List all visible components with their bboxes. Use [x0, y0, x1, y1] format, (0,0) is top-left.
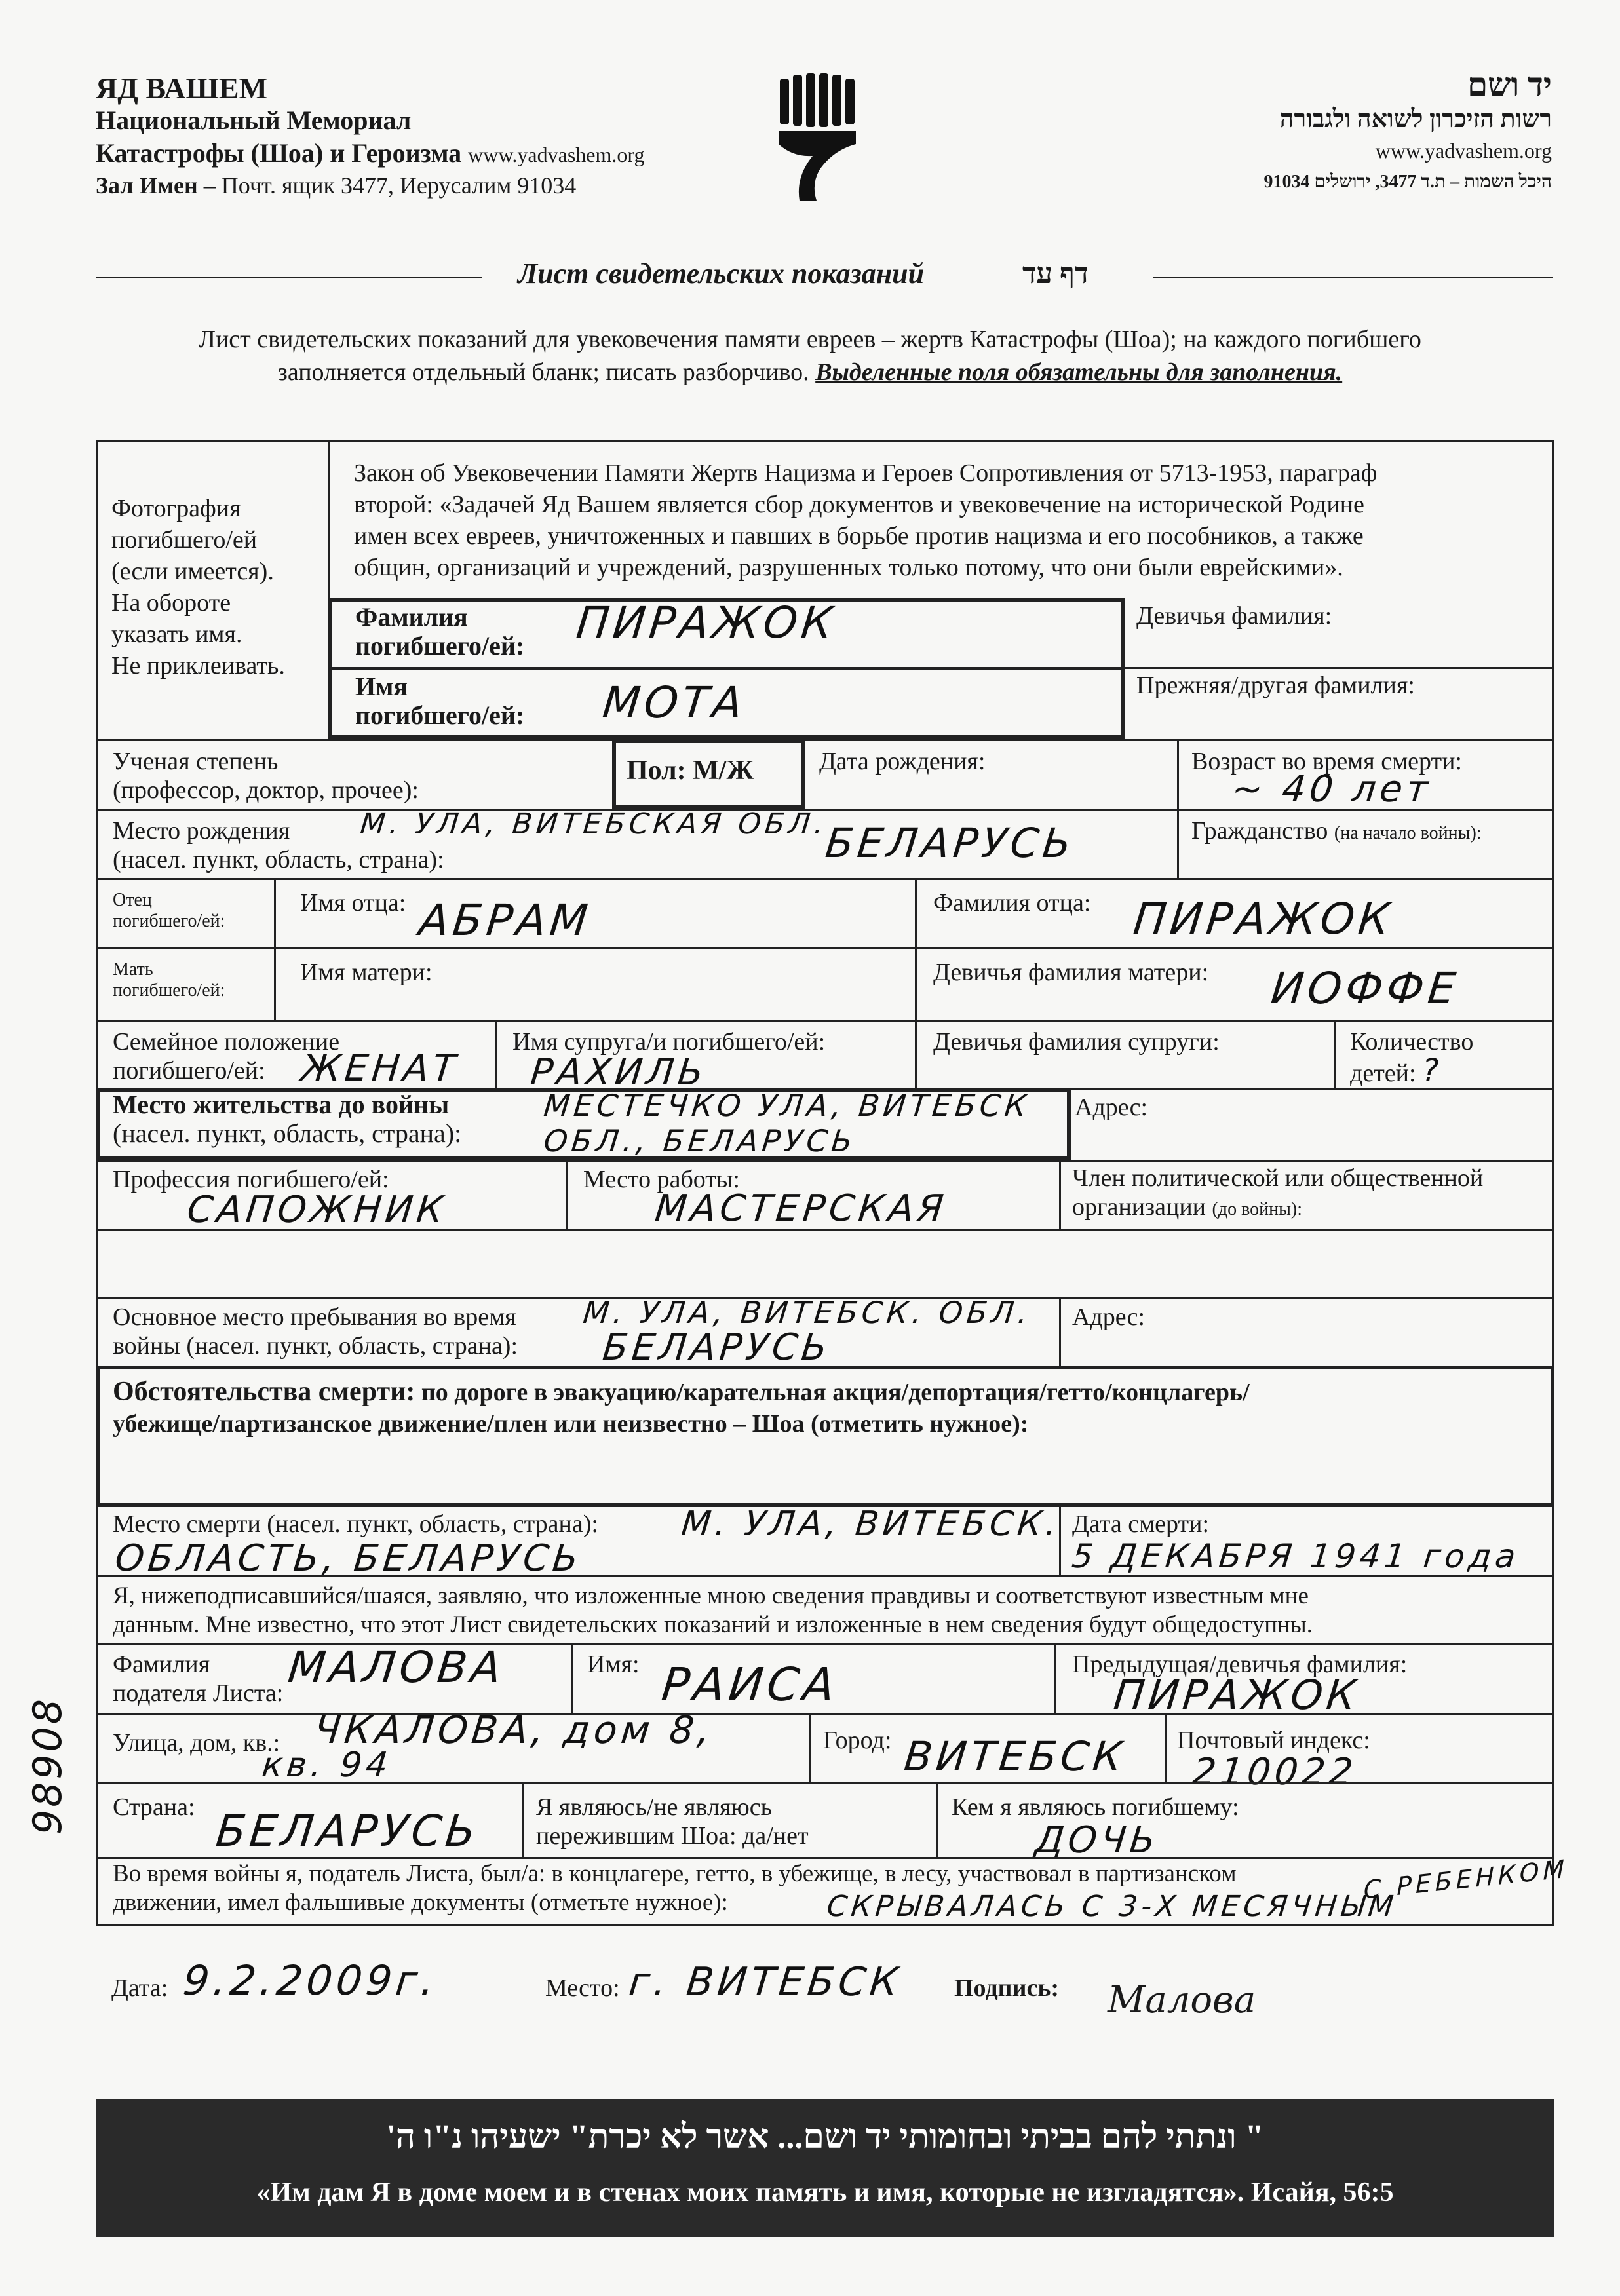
victim-surname[interactable]: ПИРАЖОК [573, 598, 839, 648]
he-title: יד ושם [1467, 66, 1552, 103]
children-label [1350, 1027, 1473, 1088]
photo-l3: (если имеется). [111, 558, 274, 585]
survivor-field[interactable] [536, 1793, 809, 1850]
birthplace-label2: (насел. пункт, область, страна): [113, 846, 444, 873]
submitter-prev-label: Предыдущая/девичья фамилия: [1072, 1651, 1408, 1678]
workplace-label: Место работы: [583, 1166, 740, 1193]
victim-surname-label2: погибшего/ей: [355, 631, 525, 660]
intro2-bold: Выделенные поля обязательны для заполнения. [815, 358, 1343, 386]
work-divider-1 [566, 1160, 568, 1229]
victim-name-split [328, 667, 1125, 670]
spouse-name[interactable]: РАХИЛЬ [528, 1051, 710, 1094]
victim-name[interactable]: МОТА [600, 678, 749, 728]
membership-label2: организации [1072, 1193, 1206, 1221]
profession-value[interactable]: САПОЖНИК [185, 1189, 450, 1231]
submitter-prev[interactable]: ПИРАЖОК [1111, 1671, 1362, 1719]
submitter-surname-label [113, 1650, 283, 1708]
citizenship-label: Гражданство [1191, 817, 1328, 845]
quote-hebrew: " ונתתי להם בביתי ובחומותי יד ושם... אשר לא יכרת" ישעיהו נ"ו ה' [386, 2118, 1264, 2156]
quote-russian: «Им дам Я в доме моем и в стенах моих память и имя, которые не изгладятся». Исайя, 56:5 [256, 2177, 1394, 2208]
residence-label1: Место жительства до войны [113, 1090, 450, 1119]
sub-divider-6 [936, 1782, 938, 1857]
wartime-value1[interactable]: М. УЛА, ВИТЕБСК. ОБЛ. [581, 1295, 1033, 1330]
survivor-label2: пережившим Шоа: да/нет [536, 1822, 809, 1850]
marital-label1: Семейное положение [113, 1028, 340, 1056]
ru-line3-text: Катастрофы (Шоа) и Героизма [96, 138, 462, 168]
intro-line1: Лист свидетельских показаний для увековечения памяти евреев – жертв Катастрофы (Шоа); на каждого погибшего [199, 326, 1421, 353]
birth-date-field[interactable]: Дата рождения: [819, 748, 986, 775]
prev-name-field[interactable]: Прежняя/другая фамилия: [1136, 672, 1415, 699]
relation-label: Кем я являюсь погибшему: [952, 1793, 1239, 1821]
date-value[interactable]: 9.2.2009г. [181, 1957, 441, 2004]
family-divider-1 [495, 1020, 497, 1088]
father-side-label [113, 890, 225, 932]
he-line4: היכל השמות – ת.ד 3477, ירושלים 91034 [1263, 172, 1552, 192]
ru-line4-bold: Зал Имен [96, 172, 198, 199]
law-text [354, 457, 1377, 583]
place-value[interactable]: г. ВИТЕБСК [627, 1959, 904, 2005]
quote-banner [96, 2099, 1554, 2237]
row-line-6 [96, 1160, 1554, 1162]
citizenship-field[interactable] [1191, 816, 1482, 845]
maiden-name-field[interactable]: Девичья фамилия: [1136, 602, 1332, 630]
children-label2: детей: [1350, 1060, 1416, 1087]
submitter-wartime-value2[interactable]: СКРЫВАЛАСЬ С 3-Х МЕСЯЧНЫМ [825, 1890, 1399, 1923]
death-divider [1059, 1507, 1061, 1575]
family-divider-2 [915, 1020, 917, 1088]
death-place-value2[interactable]: ОБЛАСТЬ, БЕЛАРУСЬ [113, 1537, 585, 1580]
ru-site[interactable]: www.yadvashem.org [468, 143, 645, 166]
street-label: Улица, дом, кв.: [113, 1729, 280, 1757]
row-line-11 [96, 1713, 1554, 1715]
marital-status[interactable]: ЖЕНАТ [299, 1047, 461, 1090]
zip-value[interactable]: 210022 [1190, 1751, 1359, 1793]
mother-side-label [113, 959, 225, 1001]
declaration [113, 1582, 1313, 1639]
residence-value1[interactable]: МЕСТЕЧКО УЛА, ВИТЕБСК [542, 1088, 1032, 1123]
ru-line2: Национальный Мемориал [96, 105, 412, 135]
age-label: Возраст во время смерти: [1191, 748, 1462, 775]
ru-line4-rest: – Почт. ящик 3477, Иерусалим 91034 [197, 172, 577, 199]
country-value[interactable]: БЕЛАРУСЬ [213, 1806, 482, 1856]
sub-divider-3 [809, 1713, 811, 1782]
membership-note: (до войны): [1212, 1199, 1302, 1219]
mother-name-field[interactable]: Имя матери: [300, 959, 433, 986]
wartime-address-field[interactable]: Адрес: [1072, 1303, 1146, 1331]
photo-l1: Фотография [111, 495, 241, 522]
he-site[interactable]: www.yadvashem.org [1375, 139, 1552, 163]
father-surname-label: Фамилия отца: [933, 889, 1091, 917]
submitter-surname-label2: подателя Листа: [113, 1679, 284, 1707]
victim-surname-label1: Фамилия [355, 602, 468, 632]
submitter-wartime-label2: движении, имел фальшивые документы (отметьте нужное): [113, 1889, 728, 1916]
wartime-label1: Основное место пребывания во время [113, 1303, 516, 1331]
wartime-value2[interactable]: БЕЛАРУСЬ [600, 1326, 834, 1369]
sub-divider-2 [1054, 1643, 1056, 1713]
title-rule-left [96, 277, 482, 278]
intro2-text: заполняется отдельный бланк; писать разборчиво. [277, 358, 816, 386]
country-label: Страна: [113, 1793, 195, 1821]
ru-title: ЯД ВАШЕМ [96, 71, 267, 105]
sub-divider-5 [522, 1782, 524, 1857]
marital-label2: погибшего/ей: [113, 1057, 265, 1084]
death-circ-opts2: убежище/партизанское движение/плен или неизвестно – Шоа (отметить нужное): [113, 1410, 1029, 1438]
father-name-label: Имя отца: [300, 889, 406, 917]
degree-label1: Ученая степень [113, 748, 279, 775]
submitter-wartime-value1[interactable]: С РЕБЕНКОМ [1363, 1854, 1569, 1905]
sex-field[interactable]: Пол: М/Ж [627, 756, 754, 786]
residence-line-right [1071, 1088, 1554, 1090]
mother-maiden[interactable]: ИОФФЕ [1268, 963, 1462, 1014]
declaration-l2: данным. Мне известно, что этот Лист свидетельских показаний и изложенные в нем сведения будут общедоступны. [113, 1611, 1313, 1638]
survivor-label1: Я являюсь/не являюсь [536, 1793, 772, 1821]
workplace-value[interactable]: МАСТЕРСКАЯ [653, 1187, 950, 1230]
death-circ-opts1: по дороге в эвакуацию/карательная акция/депортация/гетто/концлагерь/ [415, 1379, 1250, 1406]
wartime-divider [1059, 1297, 1061, 1366]
street-value1[interactable]: ЧКАЛОВА, дом 8, [312, 1708, 716, 1752]
ru-line4 [96, 172, 576, 199]
photo-l2: погибшего/ей [111, 526, 258, 554]
residence-address-field[interactable]: Адрес: [1075, 1094, 1148, 1121]
citizenship-note: (на начало войны): [1334, 823, 1482, 843]
father-name[interactable]: АБРАМ [416, 895, 594, 946]
spouse-maiden-field[interactable]: Девичья фамилия супруги: [933, 1028, 1220, 1056]
sub-divider-4 [1165, 1713, 1167, 1782]
row-line-7 [96, 1229, 1554, 1231]
ru-line3 [96, 138, 644, 168]
maiden-split [1125, 667, 1554, 669]
law-l2: второй: «Задачей Яд Вашем является сбор документов и увековечение на исторической Родине [354, 491, 1364, 518]
work-divider-2 [1059, 1160, 1061, 1229]
membership-label1: Член политической или общественной [1072, 1164, 1484, 1192]
death-circ-field[interactable] [113, 1376, 1250, 1440]
place-label: Место: [545, 1974, 620, 2002]
submitter-surname[interactable]: МАЛОВА [285, 1642, 508, 1693]
family-divider-3 [1334, 1020, 1336, 1088]
mother-maiden-label: Девичья фамилия матери: [933, 959, 1209, 986]
photo-l5: указать имя. [111, 621, 242, 648]
photo-l6: Не приклеивать. [111, 652, 285, 679]
victim-surname-label [355, 603, 524, 660]
row-line-13 [96, 1857, 1554, 1859]
death-place-value1[interactable]: М. УЛА, ВИТЕБСК. [679, 1504, 1063, 1544]
death-date-value[interactable]: 5 ДЕКАБРЯ 1941 года [1070, 1537, 1522, 1575]
degree-label2: (профессор, доктор, прочее): [113, 776, 419, 804]
city-value[interactable]: ВИТЕБСК [902, 1732, 1128, 1780]
residence-label [113, 1090, 461, 1148]
victim-name-label1: Имя [355, 672, 408, 701]
declaration-l1: Я, нижеподписавшийся/шаяся, заявляю, что изложенные мною сведения правдивы и соответствуют известным мне [113, 1582, 1309, 1609]
death-place-label: Место смерти (насел. пункт, область, страна): [113, 1510, 598, 1538]
father-surname[interactable]: ПИРАЖОК [1130, 894, 1396, 944]
residence-label2: (насел. пункт, область, страна): [113, 1119, 462, 1148]
submitter-surname-label1: Фамилия [113, 1651, 210, 1678]
sub-divider-1 [571, 1643, 573, 1713]
relation-value[interactable]: ДОЧЬ [1033, 1819, 1162, 1862]
death-date-label: Дата смерти: [1072, 1510, 1210, 1538]
photo-box[interactable] [111, 493, 285, 681]
yad-vashem-logo [773, 72, 865, 203]
law-l4: общин, организаций и учреждений, разрушенных только потому, что они были еврейскими». [354, 554, 1343, 581]
doc-title: Лист свидетельских показаний [518, 258, 925, 290]
children-value[interactable]: ? [1422, 1052, 1443, 1089]
row-line-9 [96, 1575, 1554, 1577]
residence-value2[interactable]: ОБЛ., БЕЛАРУСЬ [542, 1123, 858, 1158]
mother-side1: Мать [113, 959, 153, 980]
signature-label: Подпись: [954, 1974, 1060, 2002]
father-side1: Отец [113, 890, 152, 910]
victim-name-label2: погибшего/ей: [355, 700, 525, 730]
row-line-1 [96, 739, 1554, 741]
age-value[interactable]: ~ 40 лет [1229, 768, 1435, 811]
birthplace-value2[interactable]: БЕЛАРУСЬ [823, 819, 1077, 867]
zip-label: Почтовый индекс: [1177, 1727, 1370, 1754]
row-line-12 [96, 1782, 1554, 1784]
death-circ-label: Обстоятельства смерти: [113, 1377, 415, 1407]
wartime-label2: войны (насел. пункт, область, страна): [113, 1332, 518, 1360]
victim-name-label [355, 672, 524, 730]
children-label1: Количество [1350, 1028, 1474, 1056]
he-line2: רשות הזיכרון לשואה ולגבורה [1279, 105, 1552, 133]
signature[interactable]: Малова [1108, 1979, 1256, 2021]
profession-label: Профессия погибшего/ей: [113, 1166, 389, 1193]
spouse-label: Имя супруга/и погибшего/ей: [512, 1028, 826, 1056]
birthplace-label1: Место рождения [113, 817, 290, 845]
law-l1: Закон об Увековечении Памяти Жертв Нацизма и Героев Сопротивления от 5713-1953, параграф [354, 459, 1378, 487]
degree-field[interactable] [113, 747, 419, 805]
birthplace-value1[interactable]: М. УЛА, ВИТЕБСКАЯ ОБЛ. [358, 807, 830, 841]
row-line-3 [96, 878, 1554, 880]
intro-line2 [0, 358, 1620, 387]
photo-l4: На обороте [111, 589, 231, 617]
street-value2[interactable]: кв. 94 [260, 1746, 394, 1785]
membership-field[interactable] [1072, 1164, 1483, 1224]
wartime-label [113, 1303, 518, 1360]
submitter-name[interactable]: РАИСА [659, 1658, 841, 1712]
title-rule-right [1153, 277, 1553, 278]
submitter-wartime-label1: Во время войны я, податель Листа, был/а: в концлагере, гетто, в убежище, в лесу, участвовал в партизанском [113, 1860, 1237, 1887]
row-line-4 [96, 947, 1554, 949]
archive-number: 98908 [25, 1696, 71, 1835]
law-l3: имен всех евреев, уничтоженных и павших в борьбе против нацизма и его пособников, а также [354, 522, 1364, 550]
mother-side2: погибшего/ей: [113, 980, 225, 1001]
date-label: Дата: [111, 1974, 168, 2002]
submitter-name-label: Имя: [587, 1651, 640, 1678]
father-side2: погибшего/ей: [113, 911, 225, 931]
city-label: Город: [823, 1727, 892, 1754]
doc-title-he: דף עד [1022, 258, 1089, 290]
